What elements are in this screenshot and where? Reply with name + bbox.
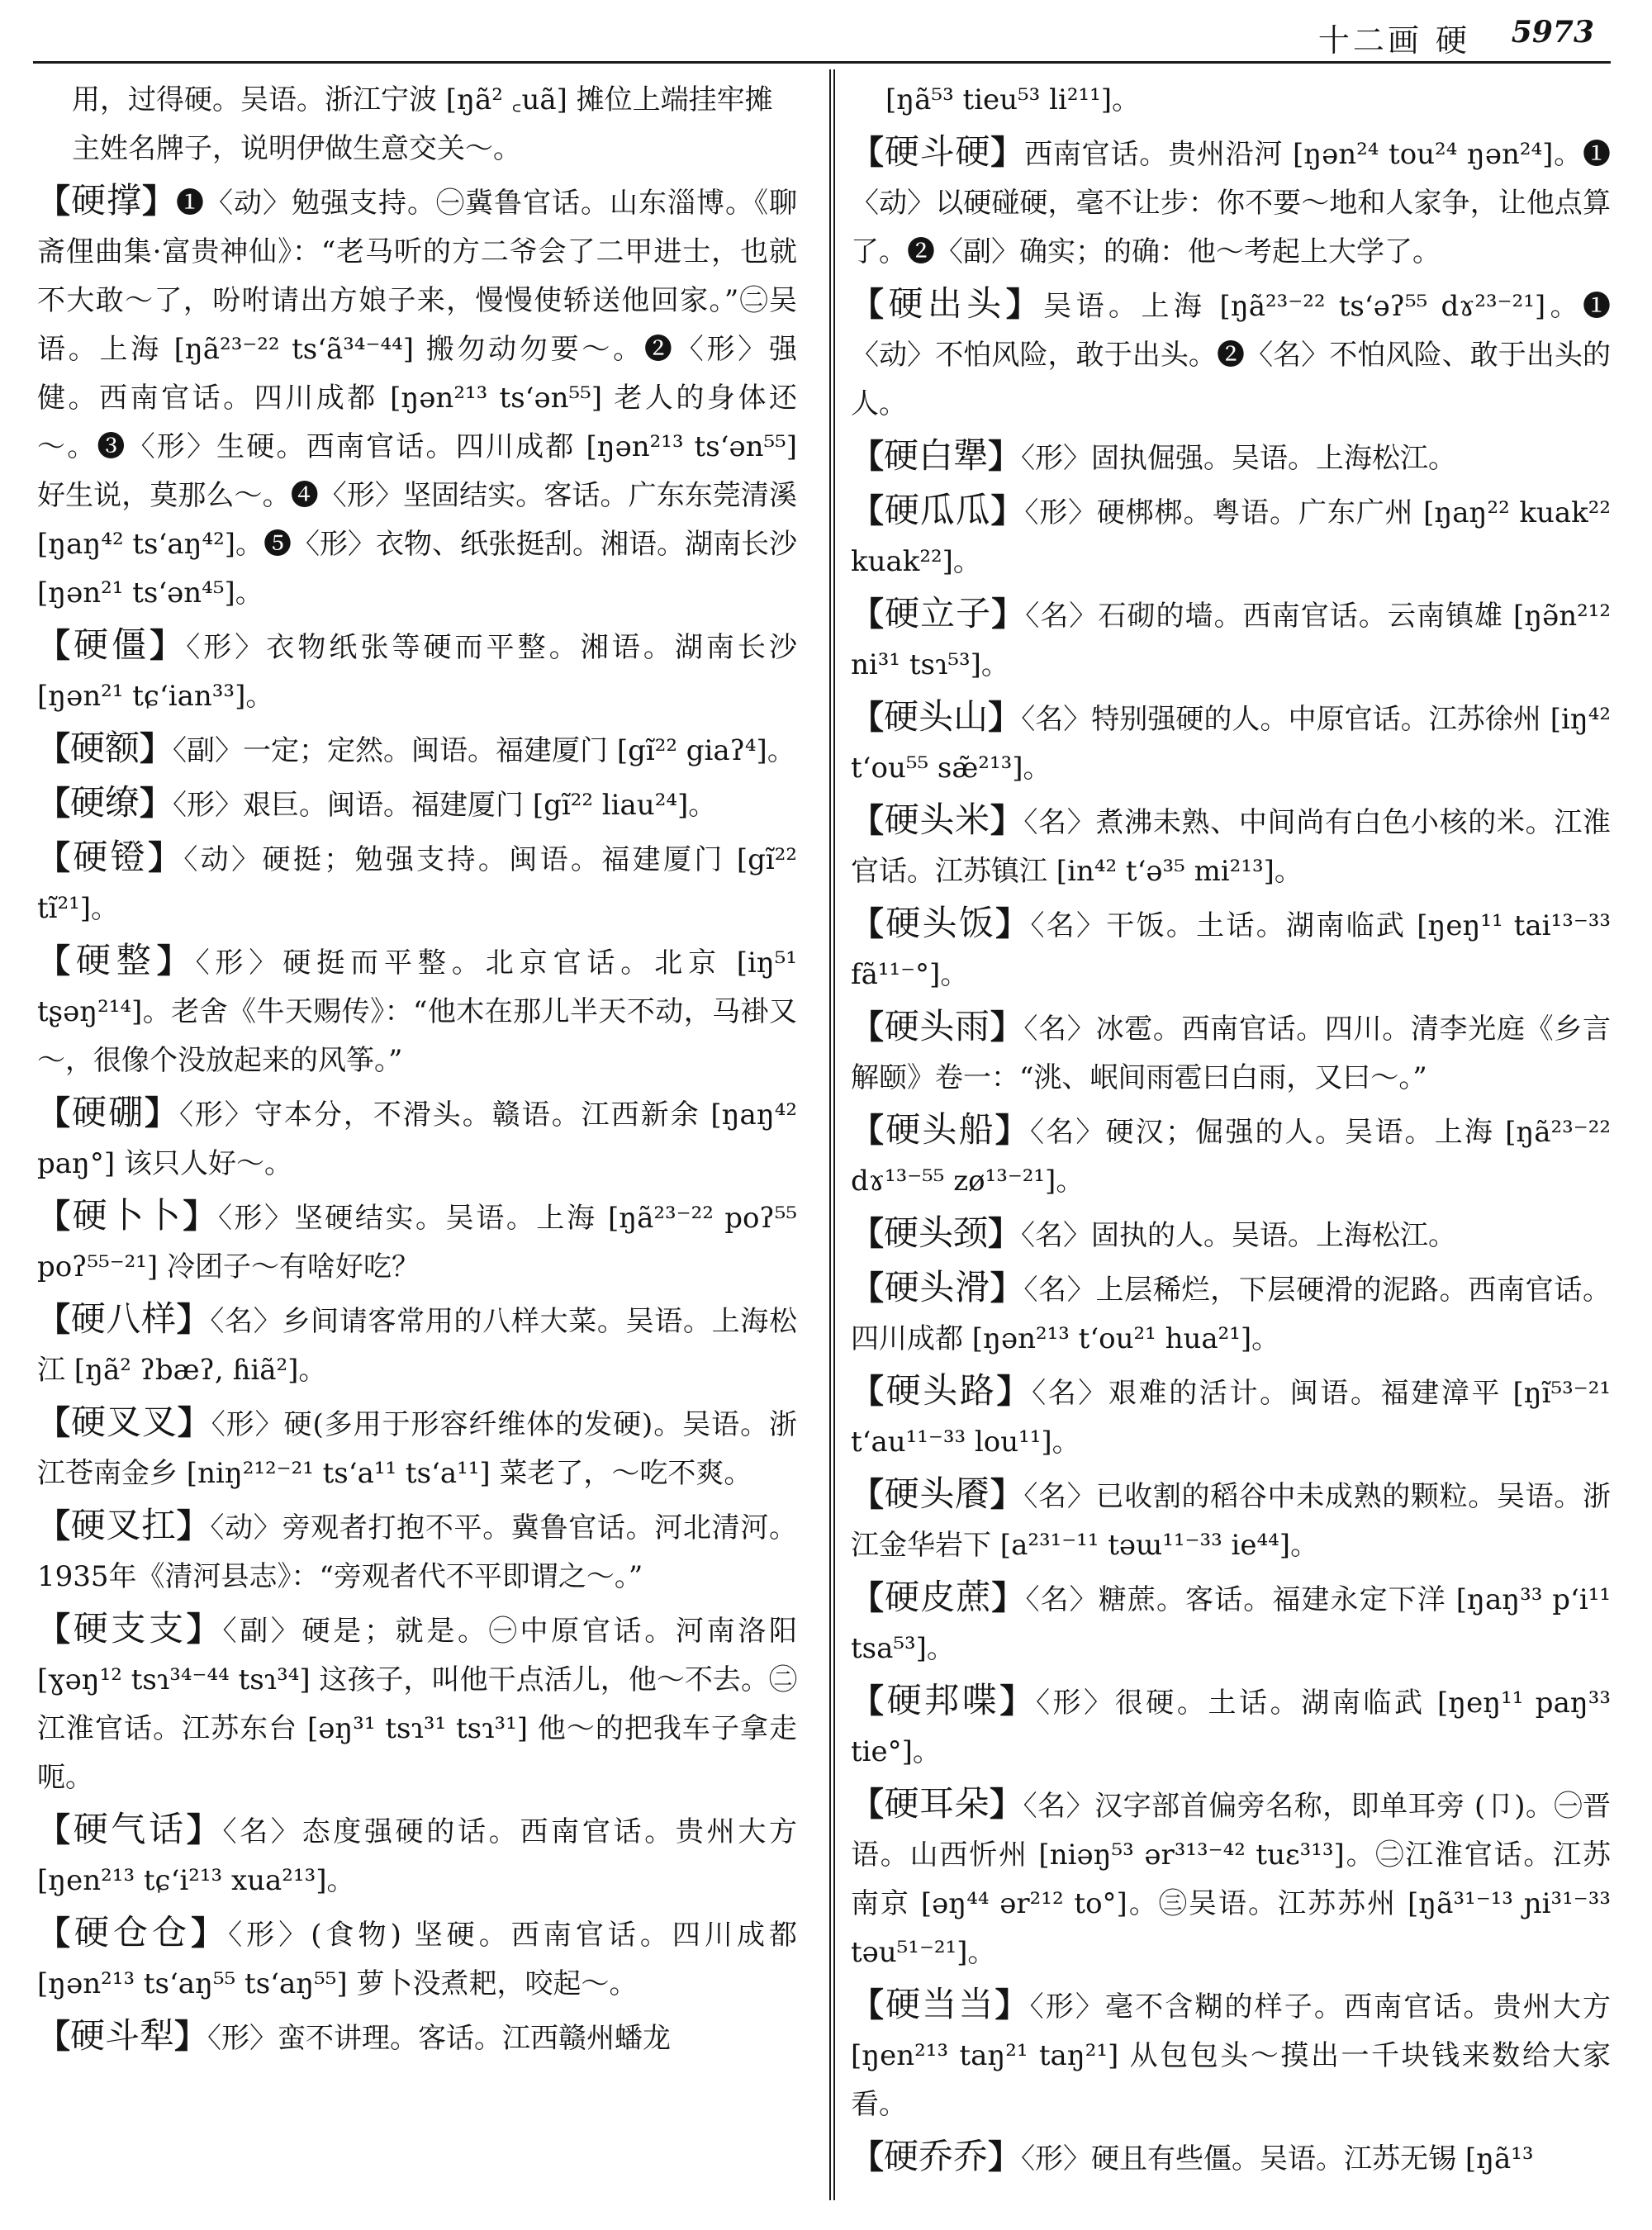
definition: 〈形〉衣物纸张等硬而平整。湘语。湖南长沙 [ŋən²¹ tɕʻian³³]。 [37,631,797,713]
continuation-text: 用，过得硬。吴语。浙江宁波 [ŋã² ꜀uã] 摊位上端挂牢摊主姓名牌子，说明伊做生意交关～。 [72,83,773,165]
definition: 〈名〉硬汉；倔强的人。吴语。上海 [ŋã²³⁻²² dɤ¹³⁻⁵⁵ zø¹³⁻²¹]。 [851,1116,1611,1198]
headword-bracket: 】 [156,942,196,980]
headword-bracket: 【 [37,2018,70,2056]
headword: 硬瓜瓜 [884,490,991,530]
definition: 〈名〉煮沸未熟、中间尚有白色小核的米。江淮官话。江苏镇江 [in⁴² tʻə³⁵ mi²¹³]。 [851,806,1611,888]
dictionary-entry [851,1002,1611,1103]
headword-bracket: 【 [851,492,885,530]
headword-bracket: 【 [37,1301,71,1339]
page-header [0,0,1652,63]
dictionary-entry [851,279,1611,429]
headword-bracket: 【 [851,1112,886,1150]
definition: 西南官话。贵州沿河 [ŋən²⁴ tou²⁴ ŋən²⁴]。❶〈动〉以硬碰硬，毫不让步：你不要～地和人家争，让他点算了。❷〈副〉确实；的确：他～考起上大学了。 [851,138,1611,268]
headword-bracket: 【 [37,1404,71,1442]
definition: 〈形〉毫不含糊的样子。西南官话。贵州大方 [ŋen²¹³ taŋ²¹ taŋ²¹] 从包包头～摸出一千块钱来数给大家看。 [851,1990,1611,2121]
dictionary-entry [851,1676,1611,1777]
headword: 硬撑 [71,180,142,221]
headword-bracket: 【 [851,1373,886,1411]
definition: 〈名〉艰难的活计。闽语。福建漳平 [ŋĩ⁵³⁻²¹ tʻau¹¹⁻³³ lou¹¹]。 [851,1377,1611,1459]
dictionary-entry [851,795,1611,896]
headword-bracket: 】 [148,839,184,877]
running-header-title: 十二画 硬 [1317,22,1470,59]
dictionary-entry [37,778,797,830]
headword-bracket: 】 [176,1507,211,1545]
headword-bracket: 【 [851,1215,884,1253]
definition: 〈名〉特别强硬的人。中原官话。江苏徐州 [iŋ⁴² tʻou⁵⁵ sæ̃²¹³]。 [851,703,1611,785]
headword-bracket: 】 [990,802,1024,840]
headword-bracket: 】 [996,1373,1032,1411]
headword: 硬耳朵 [884,1783,990,1824]
definition: 〈名〉乡间请客常用的八样大菜。吴语。上海松江 [ŋã² ʔbæʔ, ɦiã²]。 [37,1305,797,1387]
headword: 硬头颈 [884,1212,989,1253]
headword: 硬额 [70,728,140,768]
headword-bracket: 】 [142,183,176,221]
headword: 硬皮蔗 [885,1577,992,1617]
headword: 硬头路 [885,1370,997,1411]
dictionary-entry [37,176,797,618]
headword-bracket: 【 [37,1611,74,1649]
dictionary-entry [851,1573,1611,1673]
headword-bracket: 【 [37,1507,71,1545]
headword-bracket: 【 [37,1198,73,1236]
header-rule [33,61,1611,64]
headword-bracket: 【 [851,905,886,943]
dictionary-entry [37,1805,797,1905]
left-column [37,76,797,2207]
headword-bracket: 【 [851,2138,884,2176]
headword-bracket: 【 [37,942,76,980]
definition: 〈形〉坚硬结实。吴语。上海 [ŋã²³⁻²² poʔ⁵⁵ poʔ⁵⁵⁻²¹] 冷团子～有啥好吃？ [37,1202,797,1283]
headword: 硬头滑 [884,1267,990,1307]
dictionary-entry [37,1604,797,1802]
dictionary-entry [37,620,797,721]
headword: 硬头餍 [884,1473,990,1514]
definition: 〈名〉汉字部首偏旁名称，即单耳旁 (卩)。㊀晋语。山西忻州 [niəŋ⁵³ ər³¹³⁻⁴² tuɛ³¹³]。㊁江淮官话。江苏南京 [əŋ⁴⁴ ər²¹² to°]。㊂吴语。江苏苏州 [ŋã³¹⁻¹³ ɲi³¹⁻³³ təu⁵¹⁻²¹]。 [851,1790,1611,1969]
dictionary-entry [37,1501,797,1601]
definition: 〈形〉守本分，不滑头。赣语。江西新余 [ŋaŋ⁴² paŋ°] 该只人好～。 [37,1098,797,1180]
headword-bracket: 】 [176,1301,211,1339]
definition: 〈形〉艰巨。闽语。福建厦门 [gĩ²² liau²⁴]。 [173,789,717,822]
dictionary-entry [37,936,797,1085]
headword-bracket: 】 [191,1914,229,1952]
headword-bracket: 【 [37,1094,72,1132]
headword-bracket: 【 [37,627,74,665]
definition: 〈名〉态度强硬的话。西南官话。贵州大方 [ŋen²¹³ tɕʻi²¹³ xua²¹³]。 [37,1815,797,1897]
headword: 硬乔乔 [884,2136,989,2176]
headword-bracket: 】 [990,1008,1024,1046]
headword: 硬头米 [884,799,990,840]
headword-bracket: 【 [37,730,70,768]
headword-bracket: 】 [183,1198,218,1236]
dictionary-entry [37,2011,797,2063]
headword-bracket: 】 [995,1112,1030,1150]
definition: 〈动〉旁观者打抱不平。冀鲁官话。河北清河。1935年《清河县志》：“旁观者代不平即谓之～。” [37,1511,797,1593]
headword-bracket: 】 [140,785,173,823]
headword-bracket: 【 [851,134,885,172]
headword-bracket: 】 [995,1986,1030,2024]
dictionary-entry [37,1191,797,1292]
headword: 硬出头 [888,283,1006,324]
definition: 〈形〉硬(多用于形容纤维体的发硬)。吴语。浙江苍南金乡 [niŋ²¹²⁻²¹ tsʻa¹¹ tsʻa¹¹] 菜老了，～吃不爽。 [37,1408,797,1490]
headword-bracket: 【 [851,286,889,324]
definition: 吴语。上海 [ŋã²³⁻²² tsʻəʔ⁵⁵ dɤ²³⁻²¹]。❶〈动〉不怕风险，敢于出头。❷〈名〉不怕风险、敢于出头的人。 [851,290,1611,420]
definition: 〈名〉已收割的稻谷中未成熟的颗粒。吴语。浙江金华岩下 [a²³¹⁻¹¹ təɯ¹¹⁻³³ ie⁴⁴]。 [851,1480,1611,1562]
definition: 〈形〉硬挺而平整。北京官话。北京 [iŋ⁵¹ tʂəŋ²¹⁴]。老舍《牛天赐传》：“他木在那儿半天不动，马褂又～，很像个没放起来的风筝。” [37,947,797,1077]
dictionary-entry [37,1294,797,1395]
headword-bracket: 【 [851,595,885,633]
dictionary-entry [851,1263,1611,1364]
headword-bracket: 】 [995,905,1031,943]
headword-bracket: 【 [851,802,885,840]
dictionary-entry [37,833,797,933]
headword-bracket: 】 [177,1404,211,1442]
headword-bracket: 】 [988,1215,1022,1253]
definition: 〈名〉石砌的墙。西南官话。云南镇雄 [ŋə̃n²¹² ni³¹ tsɿ⁵³]。 [851,600,1611,681]
definition: 〈名〉冰雹。西南官话。四川。清李光庭《乡言解颐》卷一：“洮、岷间雨雹曰白雨，又曰～。” [851,1013,1611,1094]
headword-bracket: 】 [990,492,1025,530]
page-number: 5973 [1511,15,1594,50]
column-divider [829,69,835,2200]
headword: 硬白犟 [884,435,989,476]
headword-bracket: 】 [186,1811,223,1849]
dictionary-entry [37,1397,797,1498]
dictionary-entry [37,724,797,776]
dictionary-entry [851,1208,1611,1260]
headword-bracket: 【 [851,1786,885,1824]
headword-bracket: 【 [37,1914,75,1952]
headword-bracket: 】 [990,1786,1023,1824]
headword-bracket: 【 [851,1682,887,1720]
headword: 硬僵 [74,624,150,665]
headword-bracket: 【 [851,1008,885,1046]
dictionary-entry [851,486,1611,586]
headword-bracket: 【 [37,785,70,823]
headword: 硬头船 [885,1109,995,1150]
headword: 硬硼 [71,1092,145,1132]
dictionary-entry [851,692,1611,793]
headword-bracket: 】 [988,438,1022,476]
headword-bracket: 【 [851,438,884,476]
headword: 硬斗犁 [70,2015,175,2056]
headword-bracket: 【 [851,1269,885,1307]
headword: 硬卜卜 [72,1195,183,1236]
continuation-text: [ŋã⁵³ tieu⁵³ li²¹¹]。 [885,83,1141,116]
headword-bracket: 】 [990,1476,1024,1514]
definition: 〈名〉上层稀烂，下层硬滑的泥路。西南官话。四川成都 [ŋən²¹³ tʻou²¹ hua²¹]。 [851,1274,1611,1355]
dictionary-entry [851,1105,1611,1206]
definition: 〈形〉硬梆梆。粤语。广东广州 [ŋaŋ²² kuak²² kuak²²]。 [851,496,1611,578]
headword-bracket: 】 [991,595,1026,633]
dictionary-entry [851,1779,1611,1977]
headword-bracket: 【 [37,839,74,877]
dictionary-entry [851,589,1611,690]
dictionary-entry [851,127,1611,277]
headword-bracket: 】 [140,730,173,768]
headword: 硬邦喋 [886,1680,1000,1720]
headword-bracket: 【 [851,1476,885,1514]
headword-bracket: 】 [990,1269,1024,1307]
headword-bracket: 【 [851,699,885,737]
headword: 硬斗硬 [884,131,991,172]
headword: 硬叉扛 [70,1505,177,1545]
definition: 〈形〉很硬。土话。湖南临武 [ŋeŋ¹¹ paŋ³³ tie°]。 [851,1687,1611,1768]
dictionary-entry [851,899,1611,999]
headword: 硬叉叉 [70,1402,178,1442]
headword-bracket: 】 [991,1579,1026,1617]
dictionary-entry [851,1366,1611,1467]
headword-bracket: 】 [990,134,1025,172]
dictionary-entry [37,1908,797,2009]
headword-bracket: 】 [988,699,1022,737]
headword: 硬仓仓 [74,1912,192,1952]
headword-bracket: 】 [144,1094,179,1132]
definition: 〈形〉固执倔强。吴语。上海松江。 [1021,442,1457,475]
definition: 〈形〉硬且有些僵。吴语。江苏无锡 [ŋã¹³ [1021,2142,1534,2175]
headword-bracket: 】 [150,627,187,665]
headword: 硬头饭 [885,903,996,943]
headword-bracket: 】 [1005,286,1044,324]
definition: 〈副〉硬是；就是。㊀中原官话。河南洛阳 [ɣəŋ¹² tsɿ³⁴⁻⁴⁴ tsɿ³⁴] 这孩子，叫他干点活儿，他～不去。㊁江淮官话。江苏东台 [əŋ³¹ tsɿ³¹ tsɿ³¹] 他～的把我车子拿走呃。 [37,1615,797,1794]
dictionary-entry [851,1469,1611,1570]
headword: 硬头雨 [884,1006,990,1046]
headword-bracket: 【 [37,1811,74,1849]
headword: 硬八样 [70,1298,177,1339]
headword-bracket: 【 [37,183,71,221]
headword: 硬头山 [884,696,989,737]
dictionary-entry [37,1088,797,1189]
headword-bracket: 】 [174,2018,208,2056]
headword-bracket: 】 [988,2138,1022,2176]
headword-bracket: 【 [851,1579,885,1617]
definition: 〈名〉糖蔗。客话。福建永定下洋 [ŋaŋ³³ pʻi¹¹ tsa⁵³]。 [851,1583,1611,1665]
headword: 硬缭 [70,782,140,823]
definition: 〈形〉(食物) 坚硬。西南官话。四川成都 [ŋən²¹³ tsʻaŋ⁵⁵ tsʻaŋ⁵⁵] 萝卜没煮耙，咬起～。 [37,1919,797,2000]
headword: 硬镫 [73,837,149,877]
definition: 〈形〉蛮不讲理。客话。江西赣州蟠龙 [207,2022,672,2055]
definition: 〈副〉一定；定然。闽语。福建厦门 [gĩ²² giaʔ⁴]。 [173,734,795,767]
headword-bracket: 】 [186,1611,223,1649]
dictionary-entry [851,2132,1611,2184]
dictionary-entry [851,1980,1611,2129]
headword-bracket: 】 [999,1682,1036,1720]
headword: 硬立子 [885,593,992,633]
headword: 硬支支 [73,1608,187,1649]
dictionary-entry [851,431,1611,483]
definition: 〈名〉固执的人。吴语。上海松江。 [1021,1219,1457,1252]
headword: 硬当当 [885,1984,995,2024]
right-column [851,76,1611,2207]
headword: 硬气话 [73,1809,187,1849]
definition: 〈名〉干饭。土话。湖南临武 [ŋeŋ¹¹ tai¹³⁻³³ fã¹¹⁻°]。 [851,909,1611,991]
definition: 〈动〉硬挺；勉强支持。闽语。福建厦门 [gĩ²² tĩ²¹]。 [37,843,797,925]
headword: 硬整 [75,940,157,980]
definition: ❶〈动〉勉强支持。㊀冀鲁官话。山东淄博。《聊斋俚曲集·富贵神仙》：“老马听的方二爷会了二甲进士，也就不大敢～了，吩咐请出方娘子来，慢慢使轿送他回家。”㊁吴语。上海 [ŋã²³⁻²² tsʻã³⁴⁻⁴⁴] 搬勿动勿要～。❷〈形〉强健。西南官话。四川成都 [ŋən²¹³ tsʻən⁵⁵] 老人的身体还～。❸〈形〉生硬。西南官话。四川成都 [ŋən²¹³ tsʻən⁵⁵] 好生说，莫那么～。❹〈形〉坚固结实。客话。广东东莞清溪 [ŋaŋ⁴² tsʻaŋ⁴²]。❺〈形〉衣物、纸张挺刮。湘语。湖南长沙 [ŋən²¹ tsʻən⁴⁵]。 [37,187,797,610]
headword-bracket: 【 [851,1986,886,2024]
